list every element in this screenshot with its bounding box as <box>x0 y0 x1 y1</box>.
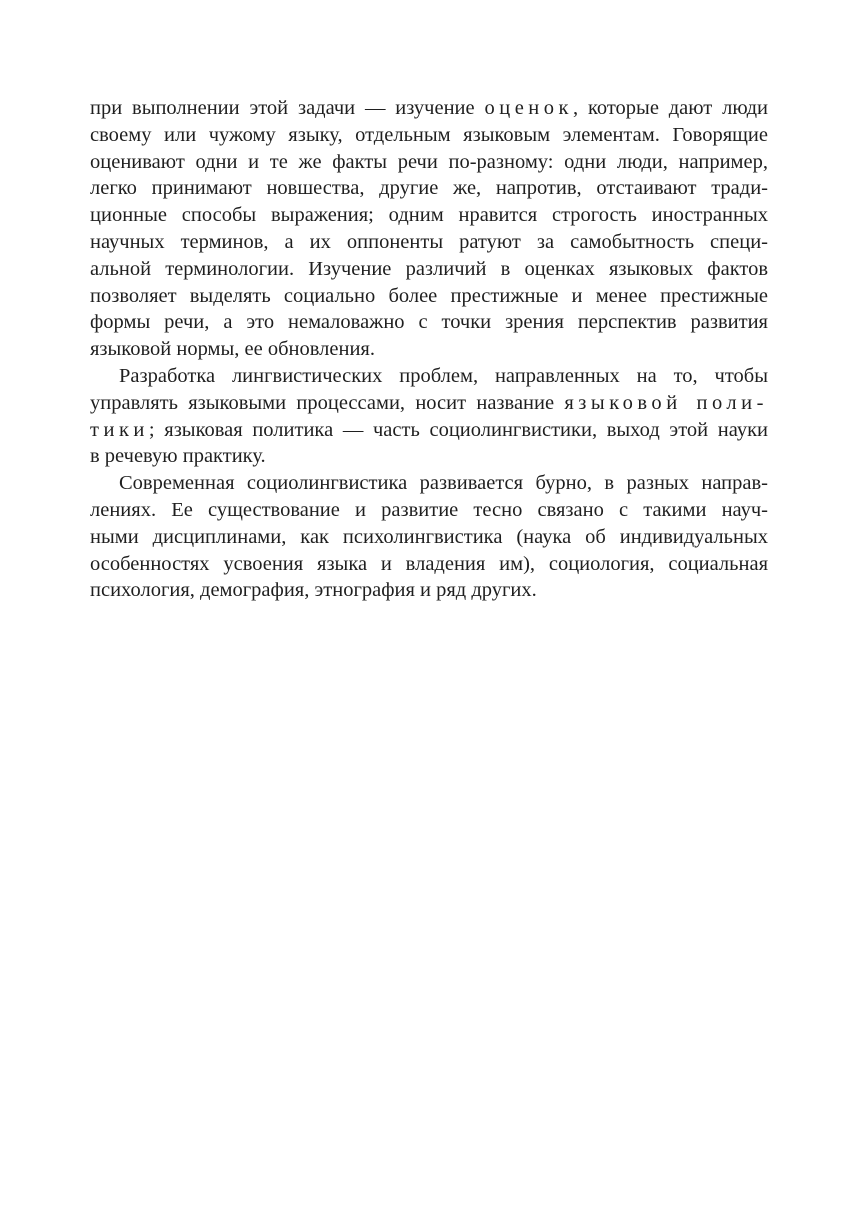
text-line <box>90 256 768 283</box>
text-segment: научных терминов, а их оппоненты ратуют за самобытность специ- <box>90 230 768 253</box>
text-segment: альной терминологии. Изучение различий в оценках языковых фактов <box>90 257 768 280</box>
spaced-term: языковой поли- <box>564 391 768 414</box>
text-segment: при выполнении этой задачи — изучение <box>90 97 485 119</box>
text-line <box>90 175 768 202</box>
text-segment: Разработка лингвистических проблем, направленных на то, чтобы <box>119 364 768 387</box>
paragraph-3 <box>90 470 768 604</box>
text-line <box>90 95 768 122</box>
text-line <box>90 309 768 336</box>
text-line <box>90 229 768 256</box>
text-segment: в речевую практику. <box>90 445 266 468</box>
text-segment: особенностях усвоения языка и владения им), социология, социальная <box>90 552 768 575</box>
text-line <box>90 363 768 390</box>
text-line <box>90 336 768 363</box>
text-line <box>90 283 768 310</box>
text-segment: языковой нормы, ее обновления. <box>90 338 375 361</box>
text-segment: управлять языковыми процессами, носит название <box>90 391 565 414</box>
text-segment: оценивают одни и те же факты речи по-разному: одни люди, например, <box>90 150 768 173</box>
text-line <box>90 551 768 578</box>
text-segment: ; языковая политика — часть социолингвистики, выход этой науки <box>148 418 768 441</box>
text-line <box>90 202 768 229</box>
text-segment: лениях. Ее существование и развитие тесно связано с такими науч- <box>90 498 768 521</box>
text-line <box>90 470 768 497</box>
spaced-term: оценок <box>484 97 574 119</box>
text-segment: ционные способы выражения; одним нравится строгость иностранных <box>90 204 768 227</box>
text-segment: , которые дают люди <box>573 97 768 119</box>
text-segment: Современная социолингвистика развивается бурно, в разных направ- <box>119 472 768 495</box>
text-segment: своему или чужому языку, отдельным языковым элементам. Говорящие <box>90 123 768 146</box>
text-line <box>90 390 768 417</box>
text-line <box>90 443 768 470</box>
body-text <box>90 95 768 604</box>
paragraph-1 <box>90 95 768 363</box>
paragraph-2 <box>90 363 768 470</box>
text-line <box>90 122 768 149</box>
text-line <box>90 577 768 604</box>
text-line <box>90 149 768 176</box>
text-segment: ными дисциплинами, как психолингвистика (наука об индивидуальных <box>90 525 768 548</box>
spaced-term: тики <box>90 418 149 441</box>
text-segment: позволяет выделять социально более престижные и менее престижные <box>90 284 768 307</box>
text-segment: легко принимают новшества, другие же, напротив, отстаивают тради- <box>90 177 768 200</box>
text-line <box>90 417 768 444</box>
text-segment: психология, демография, этнография и ряд других. <box>90 579 537 602</box>
text-segment: формы речи, а это немаловажно с точки зрения перспектив развития <box>90 311 768 334</box>
text-line <box>90 497 768 524</box>
text-line <box>90 524 768 551</box>
